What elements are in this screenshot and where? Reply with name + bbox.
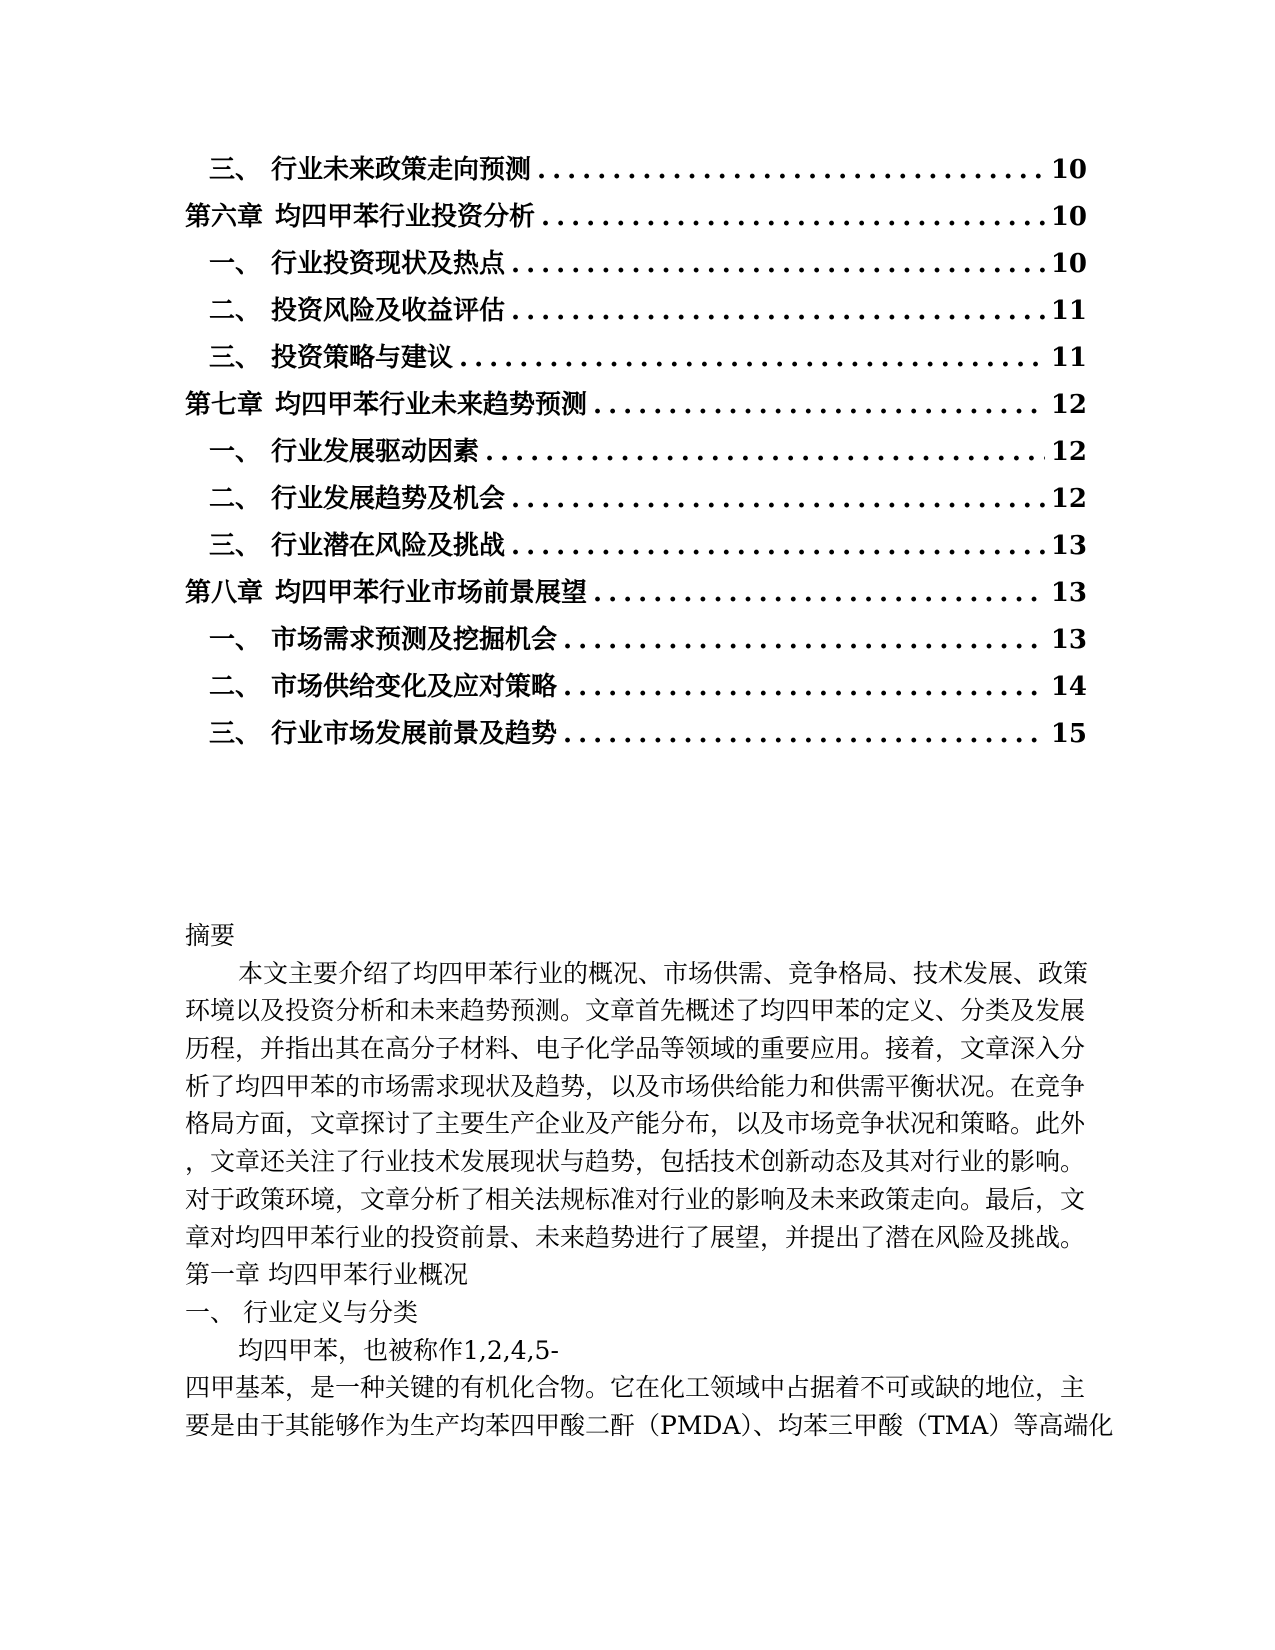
table-of-contents <box>185 146 1087 757</box>
abstract-heading: 摘要 <box>185 921 236 950</box>
toc-dot-leader <box>459 335 1045 382</box>
section-one-heading: 一、 行业定义与分类 <box>185 1297 418 1327</box>
toc-entry-label: 二、 <box>209 483 262 513</box>
toc-entry[interactable] <box>185 146 1087 193</box>
toc-entry-label: 二、 <box>209 671 262 701</box>
toc-entry[interactable] <box>185 381 1087 428</box>
body-line: 均四甲苯，也被称作1,2,4,5- <box>238 1335 559 1365</box>
abstract-paragraph <box>185 955 1087 1257</box>
toc-entry[interactable] <box>185 475 1087 522</box>
toc-page-number: 10 <box>1050 249 1087 279</box>
toc-dot-leader <box>563 711 1045 758</box>
toc-dot-leader <box>485 429 1045 476</box>
toc-entry-label: 三、 <box>209 718 262 748</box>
toc-page-number: 11 <box>1050 296 1087 326</box>
toc-entry-title: 行业市场发展前景及趋势 <box>271 718 558 748</box>
toc-entry[interactable] <box>185 616 1087 663</box>
toc-entry[interactable] <box>185 428 1087 475</box>
toc-entry-label: 三、 <box>209 342 262 372</box>
toc-dot-leader <box>511 476 1045 523</box>
toc-dot-leader <box>537 147 1045 194</box>
toc-page-number: 13 <box>1050 578 1087 608</box>
toc-entry[interactable] <box>185 569 1087 616</box>
toc-entry-title: 均四甲苯行业市场前景展望 <box>275 577 588 607</box>
toc-entry-title: 市场供给变化及应对策略 <box>271 671 558 701</box>
toc-entry[interactable] <box>185 334 1087 381</box>
toc-page-number: 12 <box>1050 484 1087 514</box>
abstract-line: 格局方面，文章探讨了主要生产企业及产能分布，以及市场竞争状况和策略。此外 <box>185 1109 1086 1139</box>
toc-entry[interactable] <box>185 193 1087 240</box>
toc-entry-title: 投资策略与建议 <box>271 342 454 372</box>
toc-entry-title: 均四甲苯行业未来趋势预测 <box>275 389 588 419</box>
toc-entry-title: 行业未来政策走向预测 <box>271 154 532 184</box>
toc-entry-title: 市场需求预测及挖掘机会 <box>271 624 558 654</box>
abstract-line: 章对均四甲苯行业的投资前景、未来趋势进行了展望，并提出了潜在风险及挑战。 <box>185 1222 1086 1252</box>
toc-entry-title: 行业投资现状及热点 <box>271 248 506 278</box>
abstract-and-body-section <box>185 917 1114 1445</box>
abstract-line: 历程，并指出其在高分子材料、电子化学品等领域的重要应用。接着，文章深入分 <box>185 1034 1086 1064</box>
toc-page-number: 13 <box>1050 531 1087 561</box>
toc-entry[interactable] <box>185 663 1087 710</box>
toc-page-number: 13 <box>1050 625 1087 655</box>
toc-dot-leader <box>511 523 1045 570</box>
toc-entry[interactable] <box>185 287 1087 334</box>
abstract-line: 对于政策环境，文章分析了相关法规标准对行业的影响及未来政策走向。最后，文 <box>185 1184 1086 1214</box>
toc-entry-label: 二、 <box>209 295 262 325</box>
abstract-line: 环境以及投资分析和未来趋势预测。文章首先概述了均四甲苯的定义、分类及发展 <box>185 996 1086 1026</box>
toc-entry-label: 三、 <box>209 154 262 184</box>
toc-dot-leader <box>511 241 1045 288</box>
abstract-line: 析了均四甲苯的市场需求现状及趋势，以及市场供给能力和供需平衡状况。在竞争 <box>185 1071 1086 1101</box>
toc-dot-leader <box>563 617 1045 664</box>
toc-entry-label: 第六章 <box>185 201 264 231</box>
toc-entry[interactable] <box>185 522 1087 569</box>
toc-entry-title: 行业发展驱动因素 <box>271 436 480 466</box>
toc-entry-title: 投资风险及收益评估 <box>271 295 506 325</box>
toc-dot-leader <box>593 570 1045 617</box>
body-line: 四甲基苯，是一种关键的有机化合物。它在化工领域中占据着不可或缺的地位，主 <box>185 1373 1086 1403</box>
toc-page-number: 14 <box>1050 672 1087 702</box>
toc-entry[interactable] <box>185 240 1087 287</box>
body-paragraph <box>185 1332 1114 1445</box>
toc-dot-leader <box>511 288 1045 335</box>
toc-page-number: 15 <box>1050 719 1087 749</box>
toc-entry-label: 一、 <box>209 436 262 466</box>
toc-entry-title: 行业潜在风险及挑战 <box>271 530 506 560</box>
toc-dot-leader <box>593 382 1045 429</box>
toc-dot-leader <box>541 194 1045 241</box>
toc-dot-leader <box>563 664 1045 711</box>
abstract-line: ，文章还关注了行业技术发展现状与趋势，包括技术创新动态及其对行业的影响。 <box>185 1147 1086 1177</box>
chapter-one-heading: 第一章 均四甲苯行业概况 <box>185 1260 468 1290</box>
toc-page-number: 10 <box>1050 155 1087 185</box>
toc-entry[interactable] <box>185 710 1087 757</box>
toc-entry-label: 三、 <box>209 530 262 560</box>
toc-entry-title: 均四甲苯行业投资分析 <box>275 201 536 231</box>
toc-page-number: 12 <box>1050 390 1087 420</box>
toc-entry-title: 行业发展趋势及机会 <box>271 483 506 513</box>
toc-entry-label: 一、 <box>209 624 262 654</box>
toc-page-number: 11 <box>1050 343 1087 373</box>
abstract-line: 本文主要介绍了均四甲苯行业的概况、市场供需、竞争格局、技术发展、政策 <box>238 958 1089 988</box>
toc-entry-label: 第八章 <box>185 577 264 607</box>
toc-page-number: 12 <box>1050 437 1087 467</box>
toc-entry-label: 第七章 <box>185 389 264 419</box>
body-line: 要是由于其能够作为生产均苯四甲酸二酐（PMDA）、均苯三甲酸（TMA）等高端化 <box>185 1410 1114 1440</box>
toc-page-number: 10 <box>1050 202 1087 232</box>
toc-entry-label: 一、 <box>209 248 262 278</box>
